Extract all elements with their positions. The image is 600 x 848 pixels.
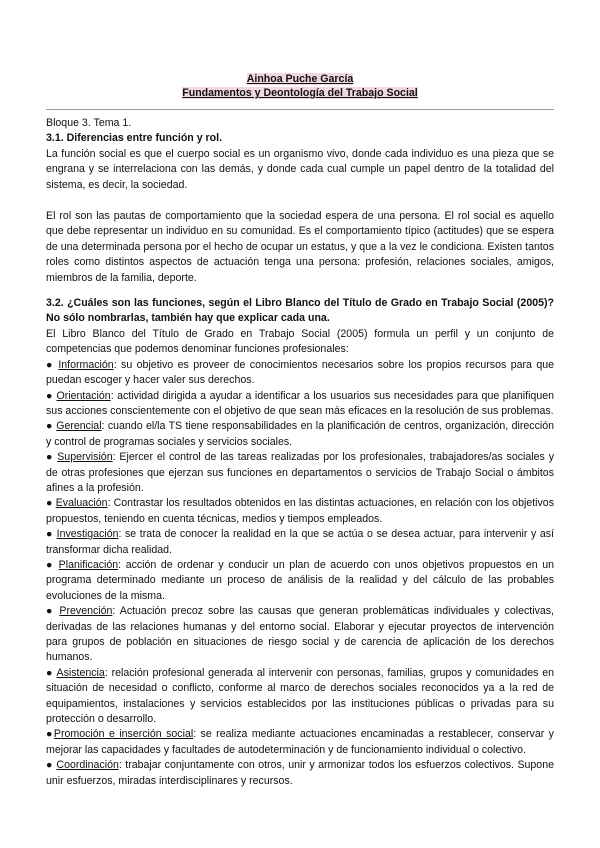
- block-label: Bloque 3. Tema 1.: [46, 117, 132, 129]
- list-item: [46, 419, 554, 450]
- list-item: [46, 758, 554, 789]
- bullet-icon: ●: [46, 728, 54, 741]
- header-subject: Fundamentos y Deontología del Trabajo Social: [182, 87, 418, 99]
- function-description: : se trata de conocer la realidad en la que se actúa o se desea actuar, para intervenir y así transformar dicha realidad.: [46, 528, 555, 556]
- function-description: : Contrastar los resultados obtenidos en las distintas actuaciones, en relación con los objetivos propuestos, teniendo en cuenta técnicas, medios y tiempos empleados.: [46, 497, 554, 525]
- list-item: [46, 389, 554, 420]
- function-term: Prevención: [59, 605, 113, 618]
- function-description: : actividad dirigida a ayudar a identificar a los usuarios sus necesidades para que planifiquen sus acciones conscientemente con el objetivo de que sean más eficaces en la resolución de sus problemas.: [46, 389, 554, 417]
- list-item: [46, 558, 554, 604]
- function-description: : se realiza mediante actuaciones encaminadas a restablecer, conservar y mejorar las capacidades y facultades de autodeterminación y de funcionamiento individual o colectivo.: [46, 728, 554, 756]
- function-description: : Actuación precoz sobre las causas que generan problemáticas individuales y colectivas, derivadas de las relaciones humanas y del entorno social. Elaborar y ejecutar proyectos de intervención para grupos de población en situaciones de riesgo social y de carencia de aplicación de los derechos humanos.: [46, 605, 555, 664]
- bullet-icon: ●: [46, 605, 55, 618]
- function-description: : acción de ordenar y conducir un plan de acuerdo con unos objetivos propuestos en un programa determinado mediante un proceso de análisis de la realidad y del cálculo de las probables evoluciones de la misma.: [46, 558, 555, 602]
- bullet-icon: ●: [46, 759, 53, 772]
- function-description: : cuando el/la TS tiene responsabilidades en la planificación de centros, organización, dirección y control de programas sociales y servicios sociales.: [46, 420, 554, 448]
- list-item: [46, 358, 554, 389]
- header-author: Ainhoa Puche García: [246, 73, 354, 85]
- section-1-title: 3.1. Diferencias entre función y rol.: [46, 132, 223, 145]
- list-item: [46, 666, 554, 728]
- bullet-icon: ●: [46, 358, 54, 371]
- functions-list: [46, 358, 554, 789]
- list-item: [46, 727, 554, 758]
- header-divider: [46, 109, 554, 110]
- list-item: [46, 527, 554, 558]
- section-2-intro: El Libro Blanco del Título de Grado en Trabajo Social (2005) formula un perfil y un conjunto de competencias que podemos denominar funciones profesionales:: [46, 327, 554, 356]
- function-term: Investigación: [56, 528, 119, 541]
- section-1-paragraph-2: El rol son las pautas de comportamiento que la sociedad espera de una persona. El rol social es aquello que debe representar un individuo en su comunidad. Es el comportamiento típico (actitudes) que se espera de una determinada persona por el hecho de ocupar un estatus, y que a la vez le condiciona. Existen tantos roles como distintos aspectos de actuación tenga una persona: profesión, relaciones sociales, amigos, miembros de la familia, deporte.: [46, 210, 554, 284]
- function-term: Gerencial: [56, 420, 102, 433]
- function-term: Promoción e inserción social: [53, 728, 194, 741]
- section-2-title: 3.2. ¿Cuáles son las funciones, según el Libro Blanco del Título de Grado en Trabajo Social (2005)?No sólo nombrarlas, también hay que explicar cada una.: [46, 297, 554, 325]
- function-description: : su objetivo es proveer de conocimientos necesarios sobre los propios recursos para que puedan escoger y hacer valer sus derechos.: [46, 358, 554, 387]
- function-description: : Ejercer el control de las tareas realizadas por los profesionales, trabajadores/as sociales y de otras profesiones que ejerzan sus funciones en departamentos o servicios de Trabajo Social o ámbitos afines a la profesión.: [46, 451, 555, 494]
- document-page: [46, 72, 554, 789]
- function-term: Supervisión: [57, 451, 113, 464]
- bullet-icon: ●: [46, 451, 54, 464]
- bullet-icon: ●: [46, 558, 55, 571]
- function-term: Planificación: [58, 558, 119, 571]
- list-item: [46, 450, 554, 496]
- bullet-icon: ●: [46, 528, 54, 541]
- function-term: Asistencia: [56, 666, 105, 679]
- function-term: Evaluación: [55, 497, 108, 510]
- bullet-icon: ●: [46, 420, 53, 433]
- list-item: [46, 604, 554, 666]
- list-item: [46, 496, 554, 527]
- function-description: : relación profesional generada al intervenir con personas, familias, grupos y comunidades en situación de necesidad o conflicto, conforme al marco de derechos sociales reconocidos ya a la red de equipamientos, instalaciones y servicios establecidos por las instituciones públicas o privadas para su protección o desarrollo.: [46, 666, 555, 726]
- function-term: Coordinación: [56, 759, 119, 772]
- bullet-icon: ●: [46, 666, 54, 679]
- function-term: Orientación: [56, 389, 111, 402]
- bullet-icon: ●: [46, 389, 53, 402]
- bullet-icon: ●: [46, 497, 53, 510]
- section-1-paragraph-1: La función social es que el cuerpo social es un organismo vivo, donde cada individuo es una pieza que se engrana y se interrelaciona con las demás, y donde cada cual cumple un papel dentro de la totalidad del sistema, es decir, la sociedad.: [46, 147, 554, 191]
- function-description: : trabajar conjuntamente con otros, unir y armonizar todos los esfuerzos colectivos. Supone unir esfuerzos, miradas interdisciplinares y recursos.: [46, 759, 554, 787]
- function-term: Información: [58, 358, 114, 371]
